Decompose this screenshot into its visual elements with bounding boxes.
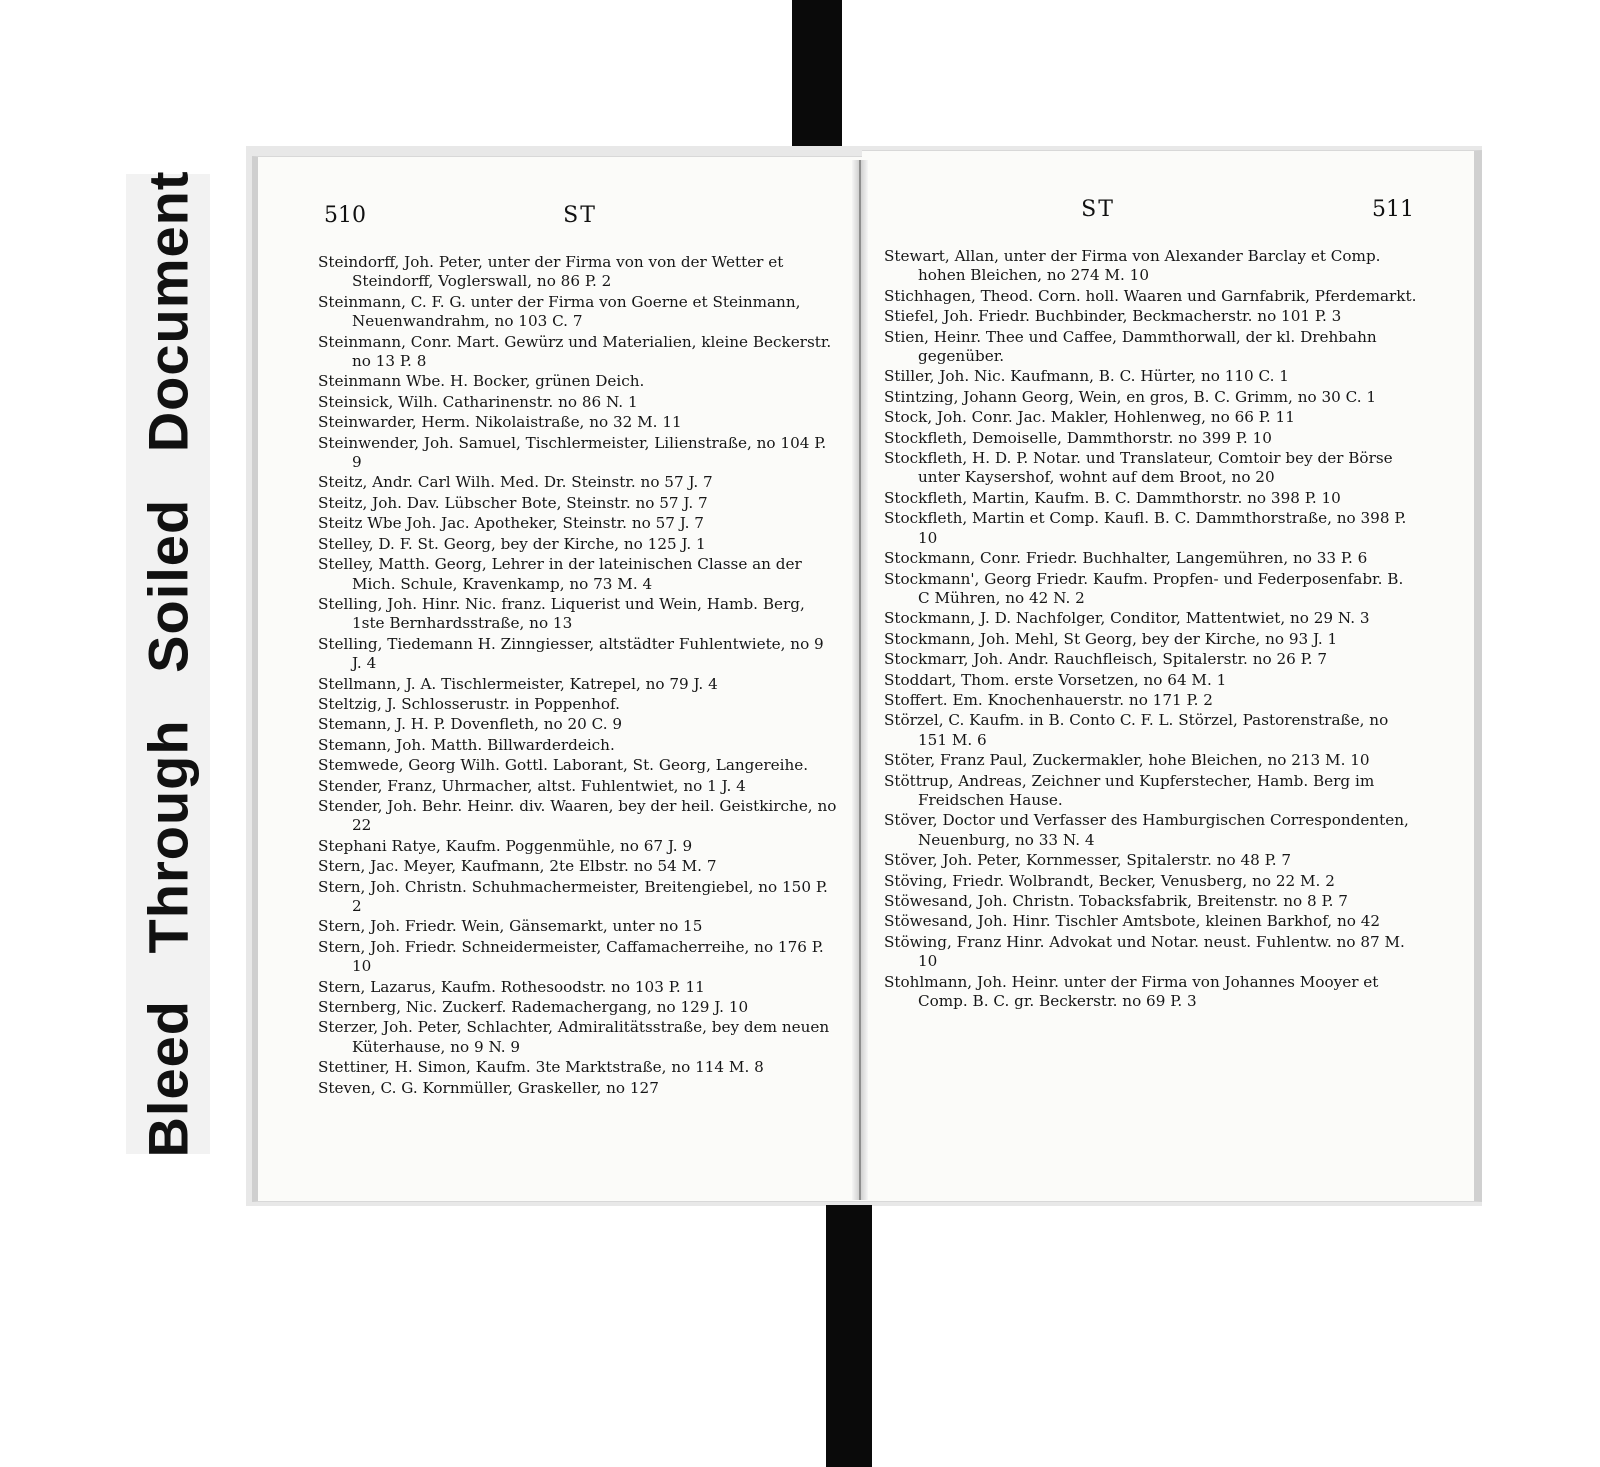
directory-entry: Stockmann, Conr. Friedr. Buchhalter, Langemühren, no 33 P. 6: [884, 549, 1368, 568]
directory-entry: Stern, Joh. Friedr. Schneidermeister, Caffamacherreihe, no 176 P. 10: [318, 937, 824, 976]
directory-entry: Stender, Franz, Uhrmacher, altst. Fuhlentwiet, no 1 J. 4: [318, 776, 746, 795]
directory-entry: Steindorff, Joh. Peter, unter der Firma von von der Wetter et Steindorff, Voglerswall, no 86 P. 2: [318, 253, 784, 291]
directory-entry: Stintzing, Johann Georg, Wein, en gros, B. C. Grimm, no 30 C. 1: [884, 387, 1377, 406]
directory-entry: Stemann, Joh. Matth. Billwarderdeich.: [318, 735, 615, 754]
directory-entry: Steven, C. G. Kornmüller, Graskeller, no 127: [318, 1078, 659, 1097]
directory-entry: Stender, Joh. Behr. Heinr. div. Waaren, bey der heil. Geistkirche, no 22: [318, 796, 837, 835]
directory-entry: Stelley, Matth. Georg, Lehrer in der lateinischen Classe an der Mich. Schule, Kravenkamp, no 73 M. 4: [318, 555, 802, 593]
left-running-head: ST: [563, 203, 597, 228]
directory-entry: Stöving, Friedr. Wolbrandt, Becker, Venusberg, no 22 M. 2: [884, 871, 1335, 890]
directory-entry: Stern, Joh. Friedr. Wein, Gänsemarkt, unter no 15: [318, 917, 703, 936]
book-gutter: [852, 160, 868, 1200]
directory-entry: Stemwede, Georg Wilh. Gottl. Laborant, St. Georg, Langereihe.: [318, 756, 809, 775]
left-page-header: [258, 203, 862, 237]
directory-entry: Stöver, Doctor und Verfasser des Hamburgischen Correspondenten, Neuenburg, no 33 N. 4: [884, 811, 1409, 849]
directory-entry: Stelling, Tiedemann H. Zinngiesser, altstädter Fuhlentwiete, no 9 J. 4: [318, 634, 824, 673]
directory-entry: Stockmann', Georg Friedr. Kaufm. Propfen- und Federposenfabr. B. C Mühren, no 42 N. 2: [884, 569, 1404, 607]
directory-entry: Störzel, C. Kaufm. in B. Conto C. F. L. Störzel, Pastorenstraße, no 151 M. 6: [884, 711, 1389, 749]
right-page: [862, 150, 1482, 1202]
left-page-number: 510: [324, 203, 366, 228]
right-entry-list: [884, 247, 1418, 1012]
directory-entry: Stern, Joh. Christn. Schuhmachermeister, Breitengiebel, no 150 P. 2: [318, 877, 828, 915]
directory-entry: Steinmann, Conr. Mart. Gewürz und Materialien, kleine Beckerstr. no 13 P. 8: [318, 332, 832, 371]
directory-entry: Stöwesand, Joh. Hinr. Tischler Amtsbote, kleinen Barkhof, no 42: [884, 912, 1381, 931]
directory-entry: Stöttrup, Andreas, Zeichner und Kupferstecher, Hamb. Berg im Freidschen Hause.: [884, 771, 1375, 809]
directory-entry: Steinwender, Joh. Samuel, Tischlermeister, Lilienstraße, no 104 P. 9: [318, 433, 827, 472]
left-entry-list: [318, 253, 838, 1099]
side-label-text: Bleed Through Soiled Document: [136, 170, 200, 1158]
directory-entry: Stelling, Joh. Hinr. Nic. franz. Liquerist und Wein, Hamb. Berg, 1ste Bernhardsstraße, no 13: [318, 594, 805, 633]
directory-entry: Steltzig, J. Schlosserustr. in Poppenhof.: [318, 694, 620, 713]
directory-entry: Stewart, Allan, unter der Firma von Alexander Barclay et Comp. hohen Bleichen, no 274 M. 10: [884, 247, 1381, 285]
directory-entry: Stern, Jac. Meyer, Kaufmann, 2te Elbstr. no 54 M. 7: [318, 857, 717, 876]
right-page-header: [862, 197, 1474, 231]
directory-entry: Stockfleth, Martin et Comp. Kaufl. B. C. Dammthorstraße, no 398 P. 10: [884, 509, 1407, 547]
left-page: [252, 156, 862, 1202]
directory-entry: Stemann, J. H. P. Dovenfleth, no 20 C. 9: [318, 715, 623, 734]
directory-entry: Stern, Lazarus, Kaufm. Rothesoodstr. no 103 P. 11: [318, 977, 705, 996]
directory-entry: Stockmann, J. D. Nachfolger, Conditor, Mattentwiet, no 29 N. 3: [884, 609, 1370, 628]
binding-strap-top: [792, 0, 842, 170]
directory-entry: Steinsick, Wilh. Catharinenstr. no 86 N. 1: [318, 392, 638, 411]
directory-entry: Sterzer, Joh. Peter, Schlachter, Admiralitätsstraße, bey dem neuen Küterhause, no 9 N. 9: [318, 1018, 830, 1056]
right-running-head: ST: [1081, 197, 1115, 222]
directory-entry: Stockmarr, Joh. Andr. Rauchfleisch, Spitalerstr. no 26 P. 7: [884, 650, 1328, 669]
directory-entry: Stiller, Joh. Nic. Kaufmann, B. C. Hürter, no 110 C. 1: [884, 367, 1289, 386]
directory-entry: Steinmann, C. F. G. unter der Firma von Goerne et Steinmann, Neuenwandrahm, no 103 C. 7: [318, 292, 801, 331]
directory-entry: Steinwarder, Herm. Nikolaistraße, no 32 M. 11: [318, 413, 682, 432]
directory-entry: Steitz Wbe Joh. Jac. Apotheker, Steinstr. no 57 J. 7: [318, 514, 704, 533]
right-page-number: 511: [1372, 197, 1414, 222]
directory-entry: Stockfleth, Martin, Kaufm. B. C. Dammthorstr. no 398 P. 10: [884, 488, 1341, 507]
directory-entry: Stien, Heinr. Thee und Caffee, Dammthorwall, der kl. Drehbahn gegenüber.: [884, 327, 1377, 366]
directory-entry: Stöver, Joh. Peter, Kornmesser, Spitalerstr. no 48 P. 7: [884, 851, 1292, 870]
directory-entry: Stock, Joh. Conr. Jac. Makler, Hohlenweg, no 66 P. 11: [884, 408, 1295, 427]
directory-entry: Stöwesand, Joh. Christn. Tobacksfabrik, Breitenstr. no 8 P. 7: [884, 892, 1348, 910]
directory-entry: Steinmann Wbe. H. Bocker, grünen Deich.: [318, 372, 645, 391]
directory-entry: Stoddart, Thom. erste Vorsetzen, no 64 M. 1: [884, 670, 1227, 689]
directory-entry: Stoffert. Em. Knochenhauerstr. no 171 P. 2: [884, 690, 1213, 709]
directory-entry: Stelley, D. F. St. Georg, bey der Kirche, no 125 J. 1: [318, 534, 706, 553]
directory-entry: Stöwing, Franz Hinr. Advokat und Notar. neust. Fuhlentw. no 87 M. 10: [884, 932, 1405, 971]
directory-entry: Stockmann, Joh. Mehl, St Georg, bey der Kirche, no 93 J. 1: [884, 629, 1338, 648]
directory-entry: Stöter, Franz Paul, Zuckermakler, hohe Bleichen, no 213 M. 10: [884, 751, 1370, 770]
directory-entry: Stiefel, Joh. Friedr. Buchbinder, Beckmacherstr. no 101 P. 3: [884, 307, 1342, 326]
directory-entry: Stockfleth, H. D. P. Notar. und Translateur, Comtoir bey der Börse unter Kaysershof, wohnt auf dem Broot, no 20: [884, 449, 1393, 487]
directory-entry: Steitz, Andr. Carl Wilh. Med. Dr. Steinstr. no 57 J. 7: [318, 473, 713, 492]
directory-entry: Sternberg, Nic. Zuckerf. Rademachergang, no 129 J. 10: [318, 998, 749, 1017]
binding-strap-bottom: [826, 1205, 872, 1467]
directory-entry: Stockfleth, Demoiselle, Dammthorstr. no 399 P. 10: [884, 428, 1272, 447]
directory-entry: Stellmann, J. A. Tischlermeister, Katrepel, no 79 J. 4: [318, 674, 718, 693]
directory-entry: Stephani Ratye, Kaufm. Poggenmühle, no 67 J. 9: [318, 836, 693, 855]
directory-entry: Stichhagen, Theod. Corn. holl. Waaren und Garnfabrik, Pferdemarkt.: [884, 286, 1417, 305]
directory-entry: Stohlmann, Joh. Heinr. unter der Firma von Johannes Mooyer et Comp. B. C. gr. Beckerstr. no 69 P. 3: [884, 972, 1379, 1011]
directory-entry: Steitz, Joh. Dav. Lübscher Bote, Steinstr. no 57 J. 7: [318, 493, 708, 512]
directory-entry: Stettiner, H. Simon, Kaufm. 3te Marktstraße, no 114 M. 8: [318, 1058, 764, 1077]
side-label-strip: [126, 170, 210, 1158]
